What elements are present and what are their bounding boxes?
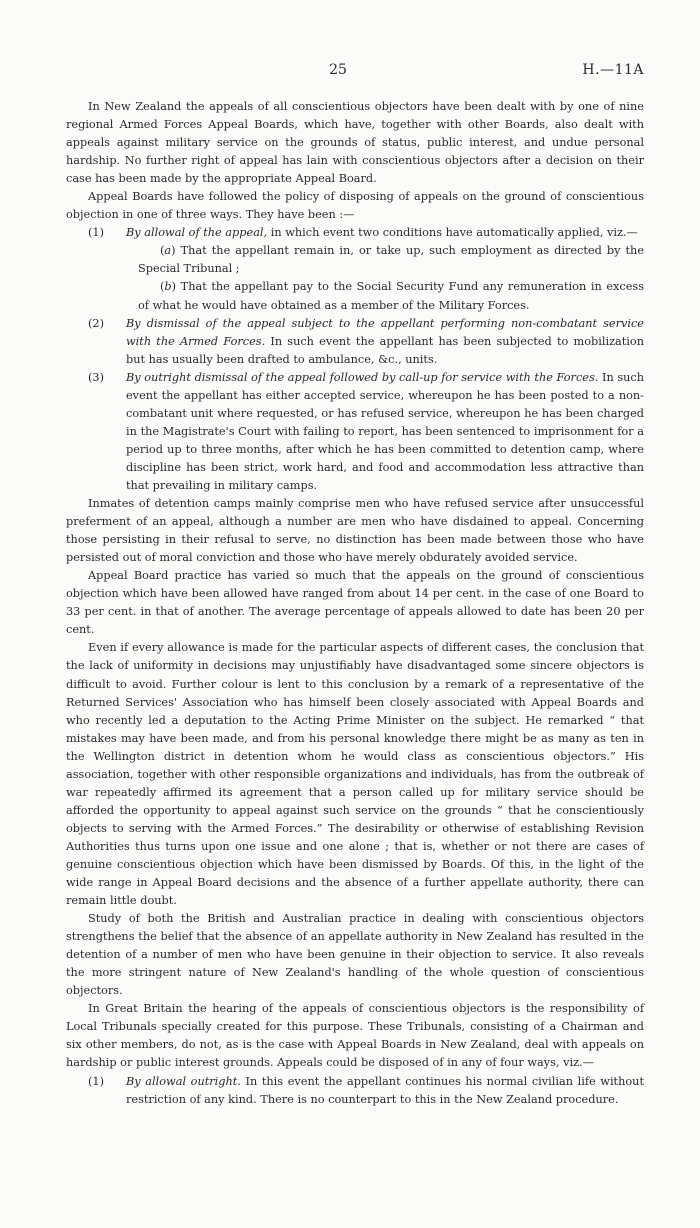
list-item-label: (3) [88, 370, 105, 384]
list-item-text: In this event the appellant continues his normal civilian life without restriction of any kind. There is no counterpart to this in the New Zealand procedure. [126, 1074, 644, 1106]
page-number: 25 [329, 62, 347, 78]
sub-list-item-text: That the appellant pay to the Social Security Fund any remuneration in excess of what he would have obtained as a member of the Military Forces. [138, 280, 644, 312]
paragraph: Appeal Board practice has varied so much that the appeals on the ground of conscientious objection which have been allowed have ranged from about 14 per cent. in the case of one Board to 33 per cent. in that of another. The average percentage of appeals allowed to date has been 20 per cent. [66, 569, 644, 637]
list-item-heading: By dismissal of the appeal subject to the appellant performing non-combatant service with the Armed Forces. [126, 316, 644, 348]
sub-list-item-label: a [164, 244, 172, 258]
list-item-heading: By outright dismissal of the appeal followed by call-up for service with the Forces. [126, 370, 599, 384]
paragraph: Study of both the British and Australian practice in dealing with conscientious objectors strengthens the belief that the absence of an appellate authority in New Zealand has resulted in the detention of a number of men who have been genuine in their objection to service. It also reveals the more stringent nature of New Zealand's handling of the whole question of conscientious objectors. [66, 912, 644, 998]
paragraph: Inmates of detention camps mainly comprise men who have refused service after unsuccessful preferment of an appeal, although a number are men who have disdained to appeal. Concerning those persisting in their refusal to serve, no distinction has been made between those who have persisted out of moral conviction and those who have merely obdurately avoided service. [66, 497, 644, 565]
list-item [66, 224, 644, 242]
paragraph: In Great Britain the hearing of the appeals of conscientious objectors is the responsibility of Local Tribunals specially created for this purpose. These Tribunals, consisting of a Chairman and six other members, do not, as is the case with Appeal Boards in New Zealand, deal with appeals on hardship or public interest grounds. Appeals could be disposed of in any of four ways, viz.— [66, 1002, 644, 1070]
sub-list-item: (a) That the appellant remain in, or take up, such employment as directed by the Special Tribunal ; [138, 244, 644, 276]
page-reference: H.—11A [582, 62, 644, 78]
list-item [66, 315, 644, 369]
paragraph: Appeal Boards have followed the policy of disposing of appeals on the ground of conscientious objection in one of three ways. They have been :— [66, 190, 644, 222]
paragraph: In New Zealand the appeals of all conscientious objectors have been dealt with by one of nine regional Armed Forces Appeal Boards, which have, together with other Boards, also dealt with appeals against military service on the grounds of status, public interest, and undue personal hardship. No further right of appeal has lain with conscientious objectors after a decision on their case has been made by the appropriate Appeal Board. [66, 100, 644, 186]
list-item-heading: By allowal of the appeal, [126, 226, 268, 240]
list-item-text: In such event the appellant has been subjected to mobilization but has usually been drafted to ambulance, &c., units. [126, 334, 644, 366]
list-item-text: in which event two conditions have automatically applied, viz.— [267, 226, 638, 240]
list-item-heading: By allowal outright. [126, 1074, 241, 1088]
list-item-label: (1) [88, 1074, 105, 1088]
sub-list-item-text: That the appellant remain in, or take up, such employment as directed by the Special Tribunal ; [138, 244, 644, 276]
list-item-label: (2) [88, 316, 105, 330]
list-item [66, 369, 644, 495]
paragraph: Even if every allowance is made for the particular aspects of different cases, the conclusion that the lack of uniformity in decisions may unjustifiably have disadvantaged some sincere objectors is difficult to avoid. Further colour is lent to this conclusion by a remark of a representative of the Returned Services' Association who has himself been closely associated with Appeal Boards and who recently led a deputation to the Acting Prime Minister on the subject. He remarked “ that mistakes may have been made, and from his personal knowledge there might be as many as ten in the Wellington district in detention whom he would class as conscientious objectors.” His association, together with other responsible organizations and individuals, has from the outbreak of war repeatedly affirmed its agreement that a person called up for military service should be afforded the opportunity to appeal against such service on the grounds “ that he conscientiously objects to serving with the Armed Forces.” The desirability or otherwise of establishing Revision Authorities thus turns upon one issue and one alone ; that is, whether or not there are cases of genuine conscientious objection which have been dismissed by Boards. Of this, in the light of the wide range in Appeal Board decisions and the absence of a further appellate authority, there can remain little doubt. [66, 641, 644, 908]
sub-list-item: (b) That the appellant pay to the Social Security Fund any remuneration in excess of what he would have obtained as a member of the Military Forces. [138, 280, 644, 312]
list-item-text: In such event the appellant has either accepted service, whereupon he has been posted to a non-combatant unit where requested, or has refused service, whereupon he has been charged in the Magistrate's Court with failing to report, has been sentenced to imprisonment for a period up to three months, after which he has been committed to detention camp, where discipline has been strict, work hard, and food and accommodation less attractive than that prevailing in military camps. [126, 370, 644, 492]
list-item [66, 1073, 644, 1109]
list-item-label: (1) [88, 226, 105, 240]
sub-list-item-label: b [164, 280, 172, 294]
body-text [66, 98, 644, 1109]
